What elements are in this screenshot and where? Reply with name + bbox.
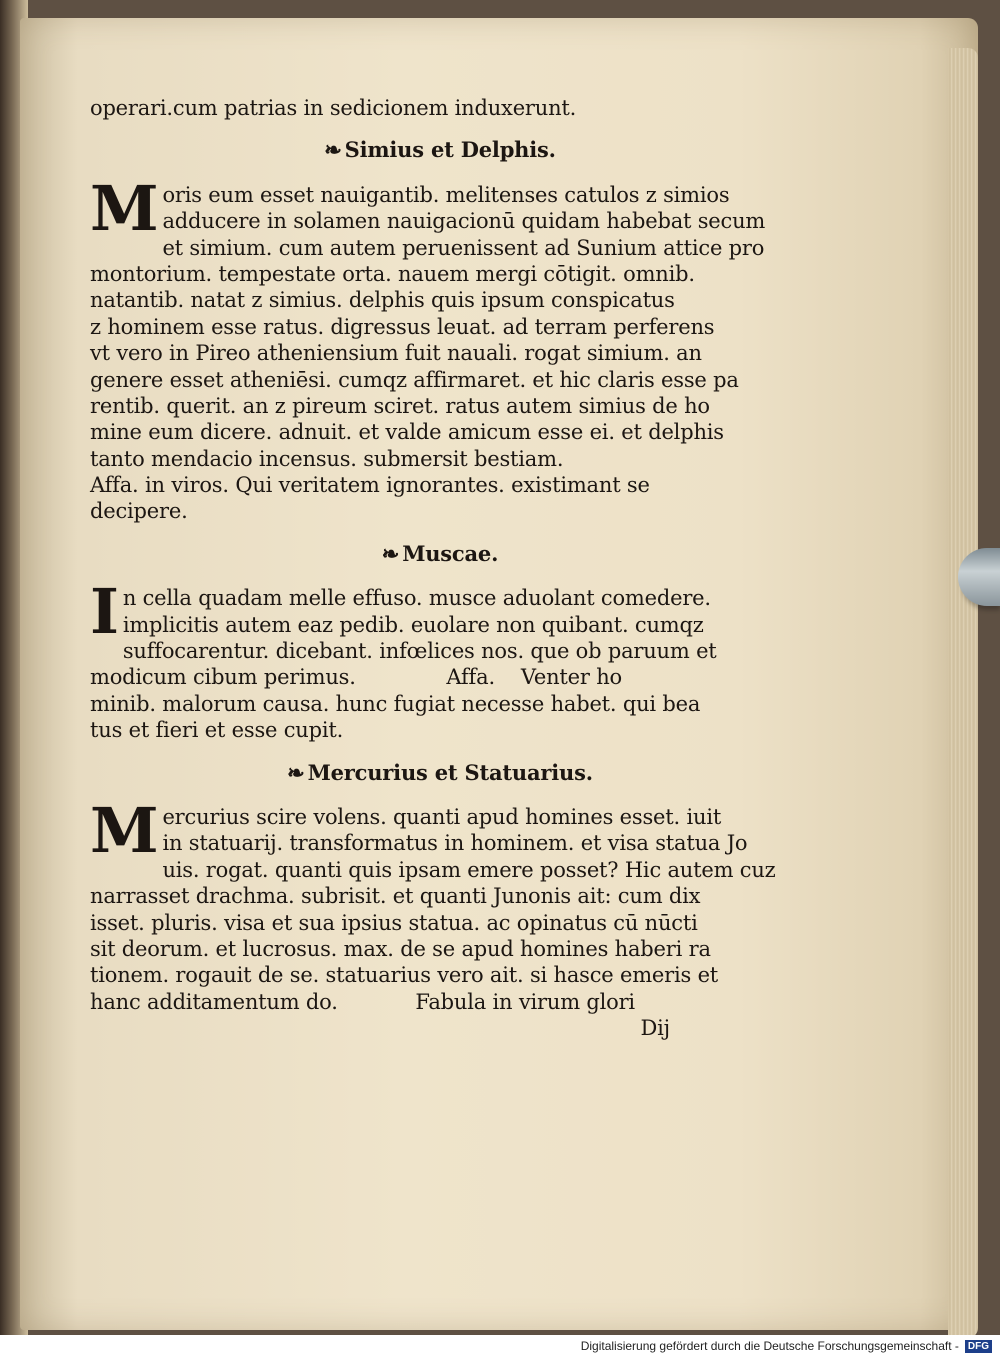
- text-line: narrasset drachma. subrisit. et quanti Junonis ait: cum dix: [90, 884, 701, 909]
- text-line: uis. rogat. quanti quis ipsam emere posset? Hic autem cuz: [162, 857, 776, 882]
- paragraph-mark-icon: ❧: [287, 759, 305, 785]
- text-line: tus et fieri et esse cupit.: [90, 718, 344, 743]
- text-line: Affa. in viros. Qui veritatem ignorantes. existimant se: [90, 473, 650, 498]
- text-line: vt vero in Pireo atheniensium fuit nauali. rogat simium. an: [90, 341, 702, 366]
- paragraph-mark-icon: ❧: [381, 540, 400, 566]
- fable-title: ❧ Simius et Delphis.: [324, 137, 556, 163]
- text-line: Moris eum esset nauigantib. melitenses catulos z simios: [90, 171, 730, 245]
- fable-title: ❧ Mercurius et Statuarius.: [287, 759, 593, 785]
- text-line: operari.cum patrias in sedicionem induxerunt.: [90, 96, 577, 120]
- text-line: minib. malorum causa. hunc fugiat necesse habet. qui bea: [90, 691, 701, 716]
- text-line: z hominem esse ratus. digressus leuat. ad terram perferens: [90, 314, 715, 339]
- text-line: hanc additamentum do. Fabula in virum glori: [90, 989, 635, 1014]
- text-line: In cella quadam melle effuso. musce aduolant comedere.: [90, 575, 711, 649]
- paragraph-mark-icon: ❧: [324, 137, 342, 163]
- text-line: mine eum dicere. adnuit. et valde amicum esse ei. et delphis: [90, 420, 724, 445]
- text-line: Mercurius scire volens. quanti apud homines esset. iuit: [90, 793, 722, 867]
- footer-credit: Digitalisierung gefördert durch die Deutsche Forschungsgemeinschaft -: [580, 1339, 959, 1353]
- text-block: [90, 95, 790, 1042]
- text-line: natantib. natat z simius. delphis quis ipsum conspicatus: [90, 288, 675, 313]
- text-line: suffocarentur. dicebant. infœlices nos. que ob paruum et: [122, 639, 717, 664]
- text-line: montorium. tempestate orta. nauem mergi cōtigit. omnib.: [90, 261, 695, 286]
- catchword: Dij: [640, 1016, 670, 1041]
- text-line: isset. pluris. visa et sua ipsius statua. ac opinatus cū nūcti: [90, 910, 698, 935]
- footer-bar: [0, 1335, 1000, 1357]
- text-line: sit deorum. et lucrosus. max. de se apud homines haberi ra: [90, 936, 711, 961]
- text-line: implicitis autem eaz pedib. euolare non quibant. cumqz: [122, 612, 704, 637]
- text-line: adducere in solamen nauigacionū quidam habebat secum: [162, 209, 766, 234]
- text-line: tanto mendacio incensus. submersit bestiam.: [90, 446, 564, 471]
- page-edges: [948, 48, 978, 1338]
- text-line: et simium. cum autem peruenissent ad Sunium attice pro: [162, 235, 765, 260]
- text-line: tionem. rogauit de se. statuarius vero ait. si hasce emeris et: [90, 963, 719, 988]
- text-line: modicum cibum perimus. Affa. Venter ho: [90, 665, 622, 690]
- fable-title: ❧ Muscae.: [381, 540, 499, 566]
- drop-capital: I: [90, 575, 119, 649]
- text-line: in statuarij. transformatus in hominem. et visa statua Jo: [162, 831, 748, 856]
- drop-capital: M: [90, 171, 159, 245]
- text-line: genere esset atheniēsi. cumqz affirmaret. et hic claris esse pa: [90, 367, 739, 392]
- text-line: decipere.: [90, 499, 188, 524]
- dfg-logo: DFG: [965, 1340, 992, 1353]
- drop-capital: M: [90, 793, 159, 867]
- text-line: rentib. querit. an z pireum sciret. ratus autem simius de ho: [90, 393, 710, 418]
